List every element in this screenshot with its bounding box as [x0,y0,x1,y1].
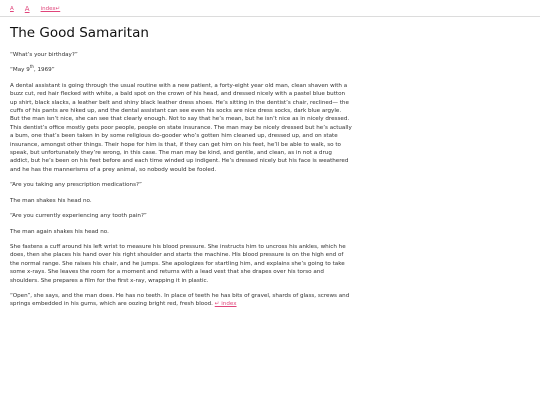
header-divider [0,16,540,17]
index-link[interactable]: index↵ [40,6,61,12]
back-to-index-link[interactable]: ↵ index [214,301,237,308]
paragraph-8: She fastens a cuff around his left wrist to measure his blood pressure. She instructs him to uncross his ankles, which he does, then she places his hand over his right shoulder and starts the machine. His blood pressure is on the high end of the normal range. She raises his chair, and he jumps. She apologizes for startling him, and explains she’s going to take some x-rays. She leaves the room for a moment and returns with a lead vest that she drapes over his torso and shoulders. She prepares a film for the first x-ray, wrapping it in plastic. [10,243,346,284]
paragraph-2 [10,66,352,74]
article [10,24,352,316]
paragraph-7: The man again shakes his head no. [10,228,109,235]
birthday-year: , 1969” [33,67,55,74]
paragraph-4: “Are you taking any prescription medications?” [10,182,142,189]
ordinal-suffix: th [29,64,34,70]
paragraph-9-text: “Open”, she says, and the man does. He has no teeth. In place of teeth he has bits of gravel, shards of glass, screws and springs embedded in his gums, which are oozing bright red, fresh blood. [10,292,350,308]
birthday-date: “May 9 [10,67,30,74]
paragraph-6: “Are you currently experiencing any tooth pain?” [10,213,147,220]
paragraph-1: “What’s your birthday?” [10,52,78,58]
paragraph-5: The man shakes his head no. [10,197,92,204]
article-title: The Good Samaritan [10,25,149,41]
paragraph-3: A dental assistant is going through the usual routine with a new patient, a forty-eight year old man, clean shaven with a buzz cut, red hair flecked with white, a bald spot on the crown of his head, and dressed nicely with a pastel blue button up shirt, black slacks, a leather belt and shiny black leather dress shoes. He’s sitting in the dentist’s chair, reclined— the cuffs of his pants are hiked up, and the dental assistant can see even his socks are nice dress socks, dark blue argyle. But the man isn’t nice, she can see that clearly enough. Not to say that he’s mean, but he isn’t nice as in nicely dressed. This dentist’s office mostly gets poor people, people on state insurance. The man may be nicely dressed but he’s actually a bum, one that’s been taken in by some religious do-gooder who’s gotten him cleaned up, dressed up, and on state insurance, amongst other things. Their hope for him is that, if they can get him on his feet, he’ll be able to walk, so to speak, but unfortunately they’re wrong, in this case. The man may be kind, and gentle, and clean, as in not a drug addict, but he’s been on his feet before and each time winded up indigent. He’s dressed nicely but his face is weathered and he has the mannerisms of a prey animal, so nobody would be fooled. [10,82,352,173]
font-size-decrease-link[interactable]: A [10,6,14,12]
paragraph-9 [10,292,352,309]
top-nav [10,3,60,15]
font-size-increase-link[interactable]: A [24,5,30,13]
